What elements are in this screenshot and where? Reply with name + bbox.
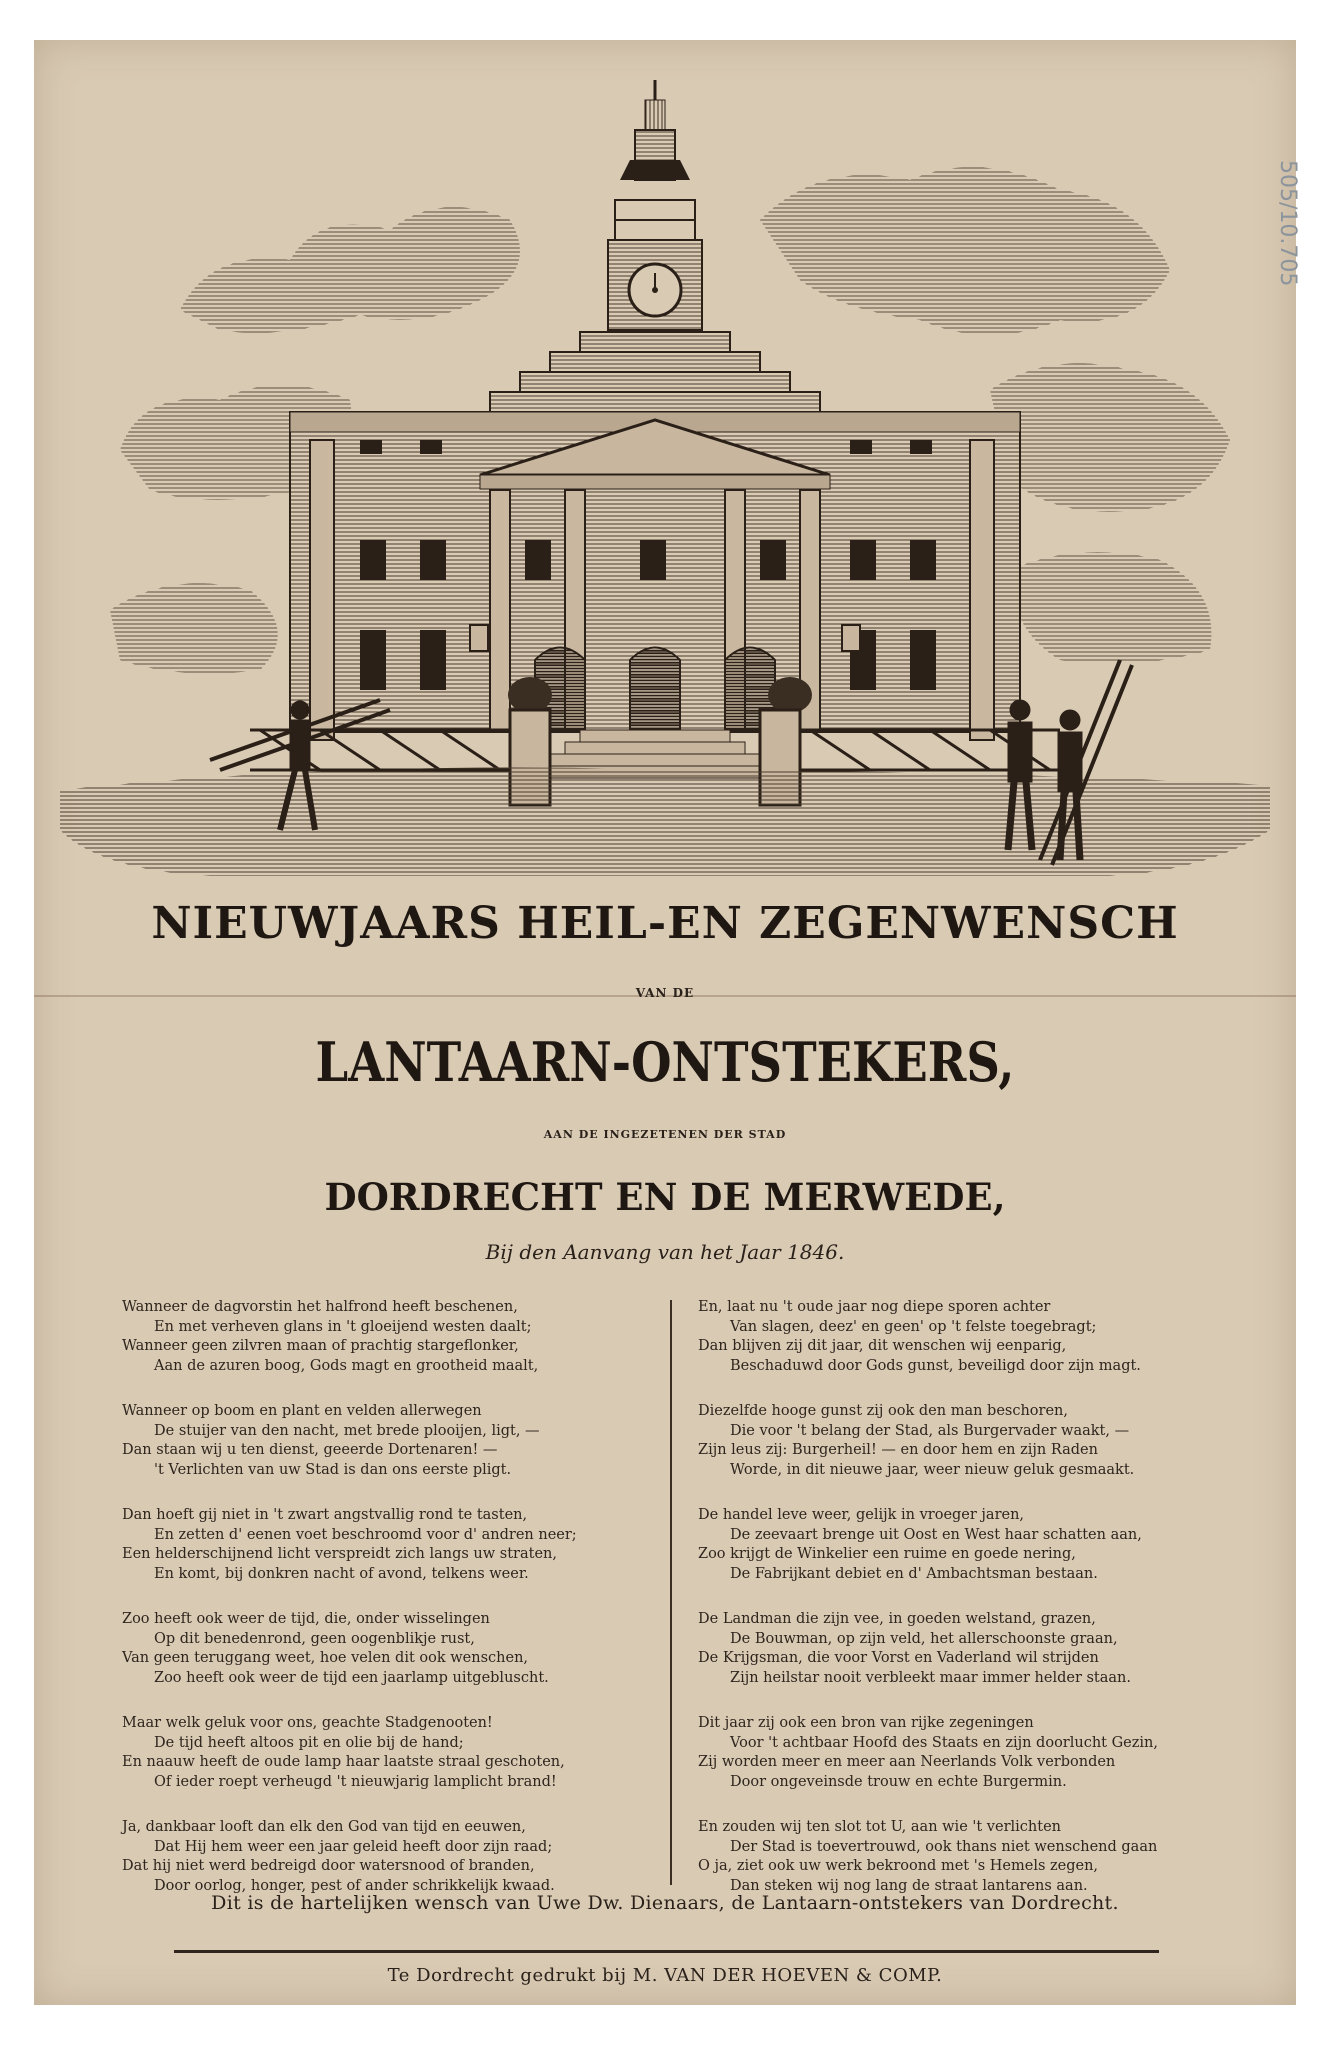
column-divider — [670, 1300, 672, 1885]
poem-line: Wanneer op boom en plant en velden allerwegen — [122, 1403, 482, 1419]
poem-stanza — [698, 1402, 1243, 1480]
poem-line: Door oorlog, honger, pest of ander schrikkelijk kwaad. — [154, 1877, 555, 1894]
poem-line: De Bouwman, op zijn veld, het allerschoonste graan, — [730, 1630, 1118, 1647]
poem-line: Op dit benedenrond, geen oogenblikje rust, — [154, 1630, 475, 1647]
poem-column-left — [122, 1298, 667, 1922]
poem-line: Dan hoeft gij niet in 't zwart angstvallig rond te tasten, — [122, 1507, 528, 1523]
poem-line: De zeevaart brenge uit Oost en West haar schatten aan, — [730, 1526, 1142, 1543]
poem-line: Aan de azuren boog, Gods magt en grootheid maalt, — [154, 1357, 539, 1374]
poem-line: En zetten d' eenen voet beschroomd voor d' andren neer; — [154, 1526, 577, 1543]
poem-column-right — [698, 1298, 1243, 1922]
addressee-line: AAN DE INGEZETENEN DER STAD — [543, 1128, 787, 1141]
poem-line: Dat Hij hem weer een jaar geleid heeft door zijn raad; — [154, 1838, 553, 1855]
van-de-line: VAN DE — [635, 986, 695, 1000]
poem-line: Zoo heeft ook weer de tijd een jaarlamp uitgebluscht. — [154, 1669, 549, 1686]
poem-stanza — [122, 1402, 667, 1480]
poem-line: Zoo heeft ook weer de tijd, die, onder wisselingen — [122, 1611, 490, 1627]
poem-stanza — [122, 1506, 667, 1584]
poem-line: Of ieder roept verheugd 't nieuwjarig lamplicht brand! — [154, 1773, 557, 1790]
poem-line: O ja, ziet ook uw werk bekroond met 's Hemels zegen, — [698, 1858, 1099, 1874]
poem-line: En zouden wij ten slot tot U, aan wie 't verlichten — [698, 1819, 1061, 1835]
poem-line: Der Stad is toevertrouwd, ook thans niet wenschend gaan — [730, 1838, 1158, 1855]
poem-line: De handel leve weer, gelijk in vroeger jaren, — [698, 1507, 1025, 1523]
poem-stanza — [698, 1610, 1243, 1688]
poem-line: Van geen teruggang weet, hoe velen dit ook wenschen, — [122, 1650, 529, 1666]
poem-line: En komt, bij donkren nacht of avond, telkens weer. — [154, 1565, 529, 1582]
poem-line: Dan staan wij u ten dienst, geeerde Dortenaren! — — [122, 1442, 498, 1458]
printer-imprint: Te Dordrecht gedrukt bij M. VAN DER HOEVEN & COMP. — [387, 1965, 943, 1986]
poem-line: Ja, dankbaar looft dan elk den God van tijd en eeuwen, — [122, 1819, 526, 1835]
closing-wish: Dit is de hartelijken wensch van Uwe Dw. Dienaars, de Lantaarn-ontstekers van Dordrecht. — [211, 1892, 1119, 1914]
poem-stanza — [122, 1610, 667, 1688]
poem-line: De Fabrijkant debiet en d' Ambachtsman bestaan. — [730, 1565, 1098, 1582]
town-hall-engraving — [60, 70, 1270, 880]
poem-line: Wanneer de dagvorstin het halfrond heeft beschenen, — [122, 1299, 518, 1315]
poem-line: Die voor 't belang der Stad, als Burgervader waakt, — — [730, 1422, 1130, 1439]
poem-line: Dit jaar zij ook een bron van rijke zegeningen — [698, 1715, 1034, 1731]
poem-stanza — [122, 1298, 667, 1376]
poem-line: Zijn leus zij: Burgerheil! — en door hem en zijn Raden — [698, 1442, 1098, 1458]
poem-line: Zij worden meer en meer aan Neerlands Volk verbonden — [698, 1754, 1116, 1770]
broadside-sheet — [34, 40, 1296, 2005]
poem-line: Maar welk geluk voor ons, geachte Stadgenooten! — [122, 1715, 493, 1731]
clock-tower — [608, 80, 702, 330]
poem-line: Diezelfde hooge gunst zij ook den man beschoren, — [698, 1403, 1068, 1419]
poem-line: Van slagen, deez' en geen' op 't felste toegebragt; — [730, 1318, 1097, 1335]
poem-line: En naauw heeft de oude lamp haar laatste straal geschoten, — [122, 1754, 565, 1770]
poem-stanza — [698, 1818, 1243, 1896]
building-facade — [290, 412, 1020, 740]
title-main: NIEUWJAARS HEIL-EN ZEGENWENSCH — [151, 898, 1179, 949]
poem-line: Door ongeveinsde trouw en echte Burgermin. — [730, 1773, 1067, 1790]
poem-line: Een helderschijnend licht verspreidt zich langs uw straten, — [122, 1546, 557, 1562]
stepped-roof — [490, 332, 820, 412]
poem-line: De stuijer van den nacht, met brede plooijen, ligt, — — [154, 1422, 540, 1439]
poem-line: En met verheven glans in 't gloeijend westen daalt; — [154, 1318, 532, 1335]
poem-line: Zoo krijgt de Winkelier een ruime en goede nering, — [698, 1546, 1076, 1562]
poem-line: Wanneer geen zilvren maan of prachtig stargeflonker, — [122, 1338, 519, 1354]
poem-line: Dan steken wij nog lang de straat lantarens aan. — [730, 1877, 1088, 1894]
ground — [60, 768, 1270, 877]
title-dordrecht: DORDRECHT EN DE MERWEDE, — [324, 1175, 1006, 1219]
poem-stanza — [698, 1506, 1243, 1584]
poem-line: Worde, in dit nieuwe jaar, weer nieuw geluk gesmaakt. — [730, 1461, 1135, 1478]
poem-stanza — [122, 1714, 667, 1792]
inventory-number: 505/10.705 — [1275, 160, 1300, 287]
poem-line: De Landman die zijn vee, in goeden welstand, grazen, — [698, 1611, 1096, 1627]
title-lantaarn-ontstekers: LANTAARN-ONTSTEKERS, — [315, 1030, 1015, 1094]
poem-line: De Krijgsman, die voor Vorst en Vaderland wil strijden — [698, 1650, 1099, 1666]
poem-stanza — [122, 1818, 667, 1896]
poem-line: Beschaduwd door Gods gunst, beveiligd door zijn magt. — [730, 1357, 1141, 1374]
poem-line: Dan blijven zij dit jaar, dit wenschen wij eenparig, — [698, 1338, 1067, 1354]
poem-line: 't Verlichten van uw Stad is dan ons eerste pligt. — [154, 1461, 512, 1478]
poem-line: Zijn heilstar nooit verbleekt maar immer helder staan. — [730, 1669, 1131, 1686]
poem-line: Voor 't achtbaar Hoofd des Staats en zijn doorlucht Gezin, — [730, 1734, 1158, 1751]
poem-stanza — [698, 1298, 1243, 1376]
poem-line: De tijd heeft altoos pit en olie bij de hand; — [154, 1734, 464, 1751]
poem-line: En, laat nu 't oude jaar nog diepe sporen achter — [698, 1299, 1051, 1315]
subtitle-year: Bij den Aanvang van het Jaar 1846. — [485, 1240, 845, 1264]
poem-stanza — [698, 1714, 1243, 1792]
poem-line: Dat hij niet werd bedreigd door watersnood of branden, — [122, 1858, 535, 1874]
horizontal-rule — [174, 1950, 1159, 1953]
